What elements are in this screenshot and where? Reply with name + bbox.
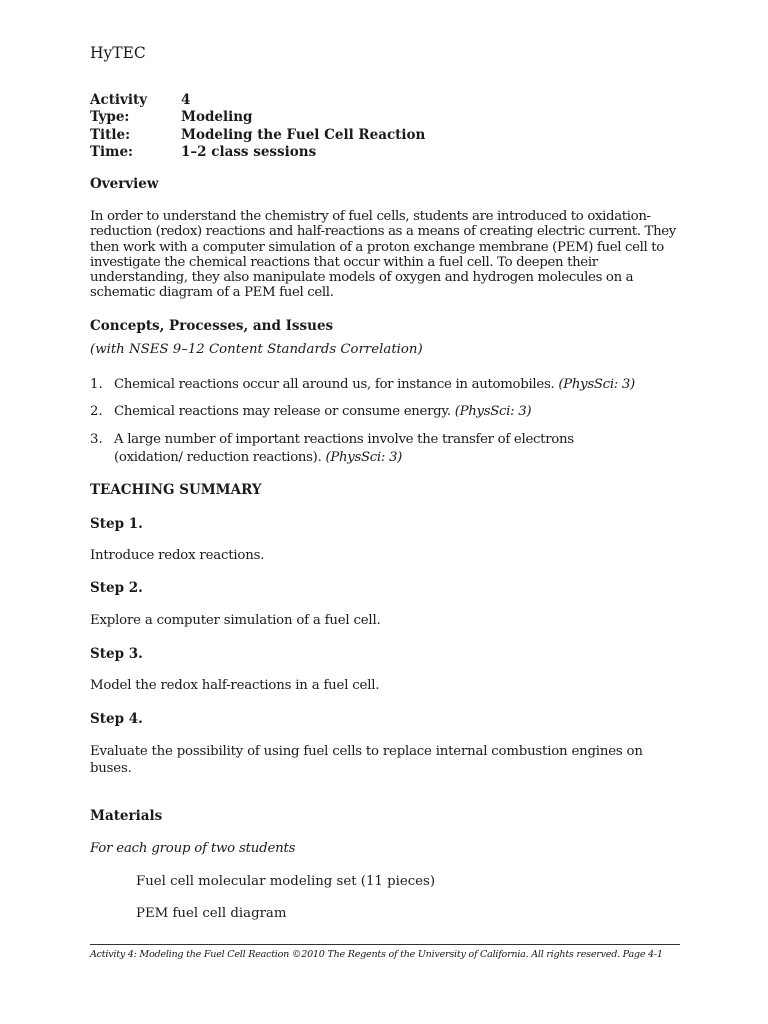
materials-group-label: For each group of two students — [90, 841, 296, 856]
materials-heading: Materials — [90, 808, 163, 824]
teaching-summary-heading: TEACHING SUMMARY — [90, 482, 262, 498]
step-1-label: Step 1. — [90, 516, 143, 532]
list-number: 2. — [90, 404, 103, 419]
concept-ref: (PhysSci: 3) — [325, 450, 403, 465]
concepts-heading: Concepts, Processes, and Issues — [90, 318, 334, 334]
meta-row-type — [90, 109, 425, 126]
meta-key: Activity — [90, 92, 148, 108]
concept-item-3 — [90, 431, 590, 467]
overview-heading: Overview — [90, 176, 159, 192]
meta-value: Modeling — [181, 109, 253, 126]
list-number: 1. — [90, 377, 103, 392]
meta-value: 1–2 class sessions — [181, 143, 317, 160]
activity-meta — [90, 92, 425, 161]
meta-row-title — [90, 127, 425, 144]
concept-item-1 — [90, 376, 690, 394]
overview-paragraph: In order to understand the chemistry of fuel cells, students are introduced to oxidation-reduction (redox) reactions and half-reactions as a means of creating electric current. They then work with a computer simulation of a proton exchange membrane (PEM) fuel cell to investigate the chemical reactions that occur within a fuel cell. To deepen their understanding, they also manipulate models of oxygen and hydrogen molecules on a schematic diagram of a PEM fuel cell. — [90, 209, 676, 301]
step-1-text: Introduce redox reactions. — [90, 548, 265, 563]
concept-item-2 — [90, 403, 690, 421]
step-2-text: Explore a computer simulation of a fuel cell. — [90, 613, 381, 628]
meta-value: 4 — [181, 92, 191, 108]
meta-row-activity — [90, 92, 425, 109]
concept-text: Chemical reactions may release or consume energy. — [114, 404, 451, 419]
meta-value: Modeling the Fuel Cell Reaction — [181, 126, 426, 143]
page-footer: Activity 4: Modeling the Fuel Cell Reaction ©2010 The Regents of the University of California. All rights reserved. Page 4-1 — [90, 949, 663, 960]
concept-ref: (PhysSci: 3) — [558, 377, 635, 392]
step-4-label: Step 4. — [90, 711, 143, 727]
step-2-label: Step 2. — [90, 580, 143, 596]
concept-ref: (PhysSci: 3) — [454, 404, 532, 419]
page-header: HyTEC — [90, 44, 146, 62]
list-number: 3. — [90, 432, 103, 447]
meta-key: Title: — [90, 126, 131, 143]
footer-rule — [90, 944, 680, 945]
meta-key: Time: — [90, 143, 134, 160]
material-item: Fuel cell molecular modeling set (11 pieces) — [136, 874, 436, 889]
step-3-text: Model the redox half-reactions in a fuel cell. — [90, 678, 380, 693]
meta-row-time — [90, 144, 425, 161]
concepts-subheading: (with NSES 9–12 Content Standards Correlation) — [90, 342, 423, 357]
concept-text: A large number of important reactions involve the transfer of electrons (oxidation/ reduction reactions). — [114, 432, 574, 465]
material-item: PEM fuel cell diagram — [136, 906, 287, 921]
step-3-label: Step 3. — [90, 646, 143, 662]
meta-key: Type: — [90, 109, 130, 126]
concept-text: Chemical reactions occur all around us, for instance in automobiles. — [114, 377, 555, 392]
step-4-text: Evaluate the possibility of using fuel cells to replace internal combustion engines on buses. — [90, 744, 643, 776]
